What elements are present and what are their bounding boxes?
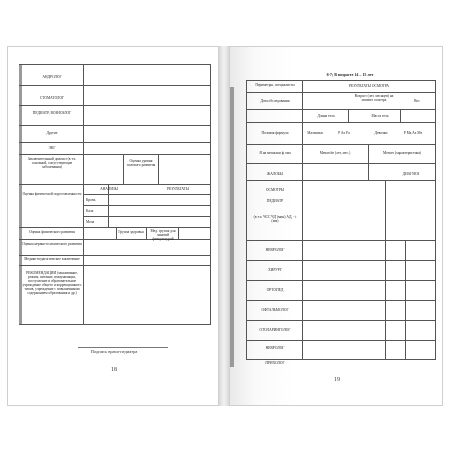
row-otolaryngologist: ОТОЛАРИНГОЛОГ: [259, 328, 291, 332]
analyses-header: АНАЛИЗЫ: [100, 187, 118, 191]
weight-short-label: Вес: [414, 99, 420, 103]
row-other: Другие: [46, 131, 58, 135]
results-header: РЕЗУЛЬТАТЫ: [167, 187, 189, 191]
parameters-label: Периметры, специалисты: [255, 83, 295, 87]
med-ped-conclusion-label: Медико-педагогическое заключение: [24, 257, 80, 261]
girls-marks: P Ma Ax Me: [403, 131, 423, 135]
signature-label: Подпись врача-педиатра: [90, 349, 138, 354]
right-page: [229, 46, 443, 406]
body-mass-label: Масса тела: [371, 114, 389, 118]
vitals-label: (в т.ч. ЧСС ЧД (мин) АД, - t (мм): [253, 215, 297, 223]
row-neurologist-1: НЕВРОЛОГ: [265, 248, 285, 252]
urine-label: Моча: [86, 220, 95, 224]
health-group-label: Группа здоровья: [118, 230, 144, 234]
sexual-formula-label: Половая формула: [261, 131, 289, 135]
menarche-age-label: Menarche (лет, мес.): [319, 151, 351, 155]
complaints-label: ЖАЛОБЫ: [266, 172, 284, 176]
neuro-development-label: Оценка нервно-психического развития: [22, 242, 82, 246]
row-surgeon: ХИРУРГ: [268, 268, 282, 272]
row-orthopedist: ОРТОПЕД: [266, 288, 284, 292]
pe-group-label: Мед. группа для занятий физкультурой: [150, 229, 176, 241]
row-andrology: АНДРОЛОГ: [42, 75, 62, 79]
row-ekg: ЭКГ: [48, 146, 56, 150]
stool-label: Кала: [86, 209, 94, 213]
signature-line: [78, 347, 168, 348]
sexual-development-label: Оценка уровня полового развития: [126, 159, 156, 167]
exams-label: ОСМОТРЫ: [265, 188, 285, 192]
final-diagnosis-label: Заключительный диагноз (в т.ч. основной, сопутствующие заболевания): [27, 157, 77, 169]
age-at-exam-label: Возраст (лет, месяцев) на момент осмотра: [354, 94, 394, 102]
row-neurologist-2: НЕВРОЛОГ: [265, 346, 285, 350]
exam-results-header: РЕЗУЛЬТАТЫ ОСМОТРА: [349, 84, 389, 88]
page-number-left: 18: [111, 367, 117, 373]
girls-label: Девочки: [374, 131, 388, 135]
blood-label: Кровь: [86, 198, 96, 202]
age-header: 6-7; В возрасте 14 – 15 лет: [326, 72, 374, 77]
row-stomatolog: СТОМАТОЛОГ: [39, 96, 65, 100]
pediatrician-label: ПЕДИАТР: [266, 199, 284, 203]
physical-development-label: Оценка физического развития: [29, 230, 75, 234]
recommendations-label: РЕКОМЕНДАЦИИ (закаливание, режим, питание, иммунизация, поступление в образовательное учреждение общего и коррекционного типов, учреждение с повышенными содержанием образования и др.): [22, 271, 82, 295]
menses-label: Menses (характеристика): [383, 151, 421, 155]
physical-fitness-label: Оценка физической подготовленности: [22, 192, 82, 196]
row-psychologist: ПРИХОЛОГ: [265, 361, 285, 365]
book-spine: [219, 46, 229, 406]
page-number-right: 19: [334, 377, 340, 383]
menarche-label: Я на мешалки ф ома: [259, 151, 291, 155]
diagnosis-label: ДИАГНОЗ: [402, 172, 420, 176]
body-length-label: Длина тела: [317, 114, 335, 118]
boys-marks: P Ax Fa: [338, 131, 350, 135]
left-page: [7, 46, 219, 406]
row-pediatr: ПЕДИАТР, ВОЗНОЗЛОГ: [32, 111, 72, 115]
exam-date-label: Дата обследования: [260, 99, 290, 103]
row-ophthalmologist: ОФТАЛЬМОЛОГ: [261, 308, 289, 312]
boys-label: Мальчики: [307, 131, 323, 135]
right-gray-bar: [230, 87, 234, 367]
